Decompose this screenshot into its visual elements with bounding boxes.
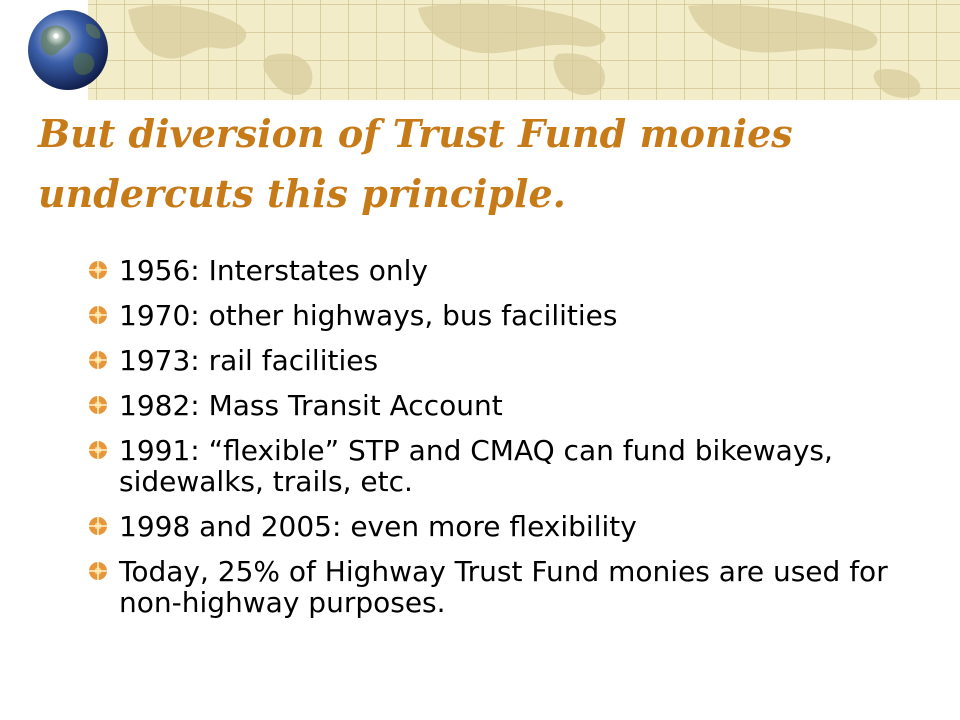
header-banner — [0, 0, 960, 100]
orange-sun-bullet-icon — [88, 350, 108, 370]
bullet-list — [88, 255, 908, 632]
orange-sun-bullet-icon — [88, 260, 108, 280]
bullet-item — [88, 300, 908, 331]
slide-title-line-2: undercuts this principle. — [38, 171, 566, 216]
slide-title-line-1: But diversion of Trust Fund monies — [38, 111, 793, 156]
bullet-text: 1956: Interstates only — [119, 254, 428, 287]
orange-sun-bullet-icon — [88, 516, 108, 536]
bullet-text: 1973: rail facilities — [119, 344, 379, 377]
bullet-item — [88, 390, 908, 421]
bullet-item — [88, 255, 908, 286]
slide-title — [38, 104, 918, 224]
bullet-item — [88, 556, 908, 618]
orange-sun-bullet-icon — [88, 561, 108, 581]
world-map-banner — [88, 0, 960, 100]
bullet-item — [88, 435, 908, 497]
globe-icon — [0, 0, 135, 100]
orange-sun-bullet-icon — [88, 395, 108, 415]
bullet-text: 1991: “flexible” STP and CMAQ can fund bikeways, sidewalks, trails, etc. — [119, 434, 833, 498]
bullet-text: 1982: Mass Transit Account — [119, 389, 503, 422]
bullet-text: 1970: other highways, bus facilities — [119, 299, 618, 332]
world-map-graphic — [88, 0, 960, 100]
orange-sun-bullet-icon — [88, 440, 108, 460]
bullet-item — [88, 345, 908, 376]
bullet-text: 1998 and 2005: even more flexibility — [119, 510, 637, 543]
bullet-text: Today, 25% of Highway Trust Fund monies are used for non-highway purposes. — [119, 555, 888, 619]
orange-sun-bullet-icon — [88, 305, 108, 325]
globe-logo — [0, 0, 135, 100]
bullet-item — [88, 511, 908, 542]
